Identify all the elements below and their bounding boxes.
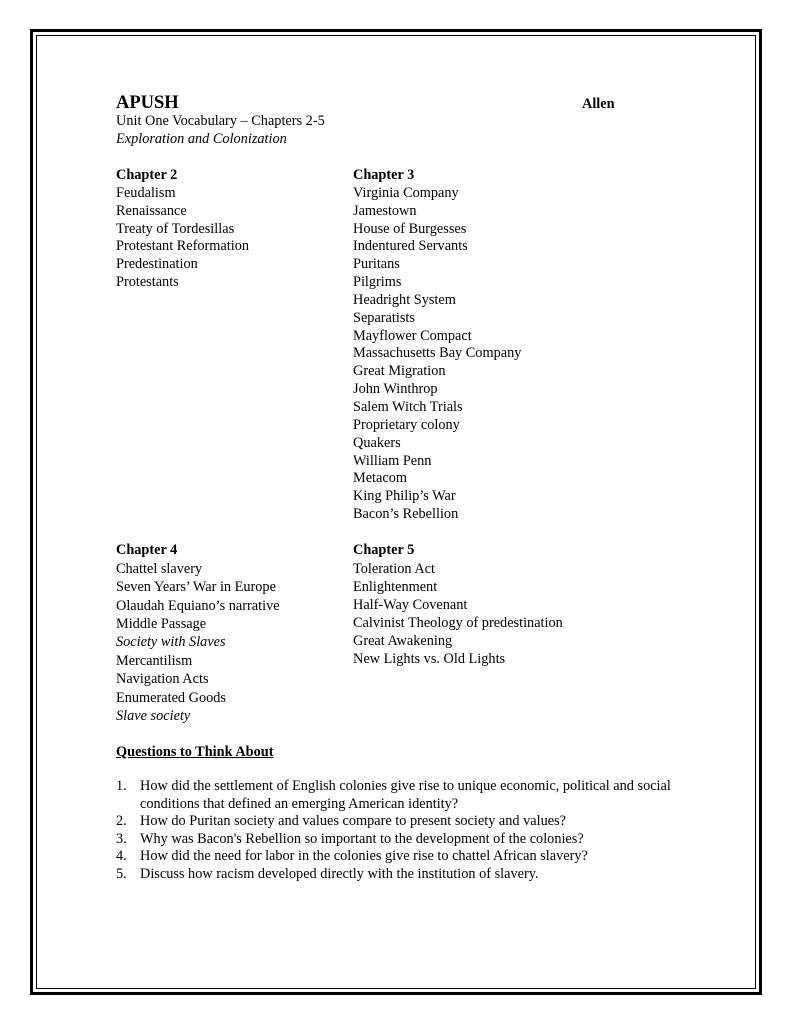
vocab-term: Enumerated Goods	[116, 689, 226, 706]
vocab-term: Pilgrims	[353, 274, 402, 291]
course-title: APUSH	[116, 93, 179, 113]
vocab-term: Proprietary colony	[353, 416, 460, 433]
vocab-term: Massachusetts Bay Company	[353, 345, 522, 362]
vocab-term: Protestant Reformation	[116, 238, 250, 255]
vocab-term: Salem Witch Trials	[353, 398, 463, 415]
vocab-term: Olaudah Equiano’s narrative	[116, 597, 280, 614]
question-number: 3.	[116, 830, 127, 847]
vocab-term: Metacom	[353, 470, 407, 487]
vocab-term: New Lights vs. Old Lights	[353, 651, 506, 668]
question-text: How did the settlement of English colonies give rise to unique economic, political and social conditions that defined an emerging American identity?	[140, 778, 671, 812]
question-number: 1.	[116, 778, 127, 794]
vocab-term: Quakers	[353, 434, 401, 451]
question-item	[116, 831, 676, 849]
vocab-term: Puritans	[353, 256, 400, 273]
vocab-term: Society with Slaves	[116, 634, 226, 651]
vocab-term: Toleration Act	[353, 560, 435, 577]
vocab-term: Jamestown	[353, 202, 417, 219]
term-list	[353, 185, 521, 524]
vocab-term: Separatists	[353, 309, 415, 326]
question-number: 2.	[116, 813, 127, 830]
vocab-term: Navigation Acts	[116, 671, 209, 688]
question-text: Discuss how racism developed directly with the institution of slavery.	[140, 865, 539, 882]
unit-theme: Exploration and Colonization	[116, 131, 287, 147]
question-item	[116, 866, 676, 884]
vocab-term: Mercantilism	[116, 652, 193, 669]
question-item	[116, 813, 676, 831]
chapter-heading: Chapter 5	[353, 542, 415, 558]
chapter-heading: Chapter 2	[116, 167, 178, 183]
unit-subtitle: Unit One Vocabulary – Chapters 2-5	[116, 113, 325, 129]
vocab-term: Mayflower Compact	[353, 327, 472, 344]
vocab-term: Predestination	[116, 256, 198, 273]
vocab-term: Great Migration	[353, 363, 446, 380]
question-item	[116, 778, 676, 813]
vocab-term: Bacon’s Rebellion	[353, 506, 459, 523]
vocab-term: John Winthrop	[353, 381, 438, 398]
term-list	[116, 560, 280, 726]
vocab-term: Calvinist Theology of predestination	[353, 615, 563, 632]
question-text: Why was Bacon's Rebellion so important to the development of the colonies?	[140, 830, 584, 847]
term-list	[116, 185, 249, 292]
questions-heading: Questions to Think About	[116, 744, 274, 760]
chapter-5-section	[353, 542, 563, 668]
vocab-term: Great Awakening	[353, 633, 453, 650]
vocab-term: Half-Way Covenant	[353, 597, 468, 614]
vocab-term: Slave society	[116, 708, 191, 725]
questions-list	[116, 778, 676, 884]
vocab-term: Renaissance	[116, 202, 187, 219]
author-name: Allen	[582, 96, 615, 112]
vocab-term: Middle Passage	[116, 616, 207, 633]
chapter-heading: Chapter 3	[353, 167, 415, 183]
vocab-term: William Penn	[353, 452, 432, 469]
vocab-term: Virginia Company	[353, 184, 459, 201]
vocab-term: Feudalism	[116, 184, 176, 201]
vocab-term: Headright System	[353, 291, 456, 308]
chapter-3-section	[353, 167, 521, 524]
vocab-term: Chattel slavery	[116, 560, 203, 577]
vocab-term: Protestants	[116, 274, 179, 291]
question-number: 5.	[116, 865, 127, 882]
question-item	[116, 848, 676, 866]
chapter-heading: Chapter 4	[116, 542, 178, 558]
question-number: 4.	[116, 848, 127, 865]
vocab-term: House of Burgesses	[353, 220, 467, 237]
chapter-4-section	[116, 542, 280, 726]
chapter-2-section	[116, 167, 249, 292]
vocab-term: Seven Years’ War in Europe	[116, 579, 276, 596]
question-text: How do Puritan society and values compare to present society and values?	[140, 813, 567, 830]
vocab-term: Treaty of Tordesillas	[116, 220, 235, 237]
vocab-term: King Philip’s War	[353, 488, 456, 505]
vocab-term: Indentured Servants	[353, 238, 468, 255]
question-text: How did the need for labor in the colonies give rise to chattel African slavery?	[140, 848, 588, 865]
term-list	[353, 560, 563, 669]
vocab-term: Enlightenment	[353, 578, 438, 595]
